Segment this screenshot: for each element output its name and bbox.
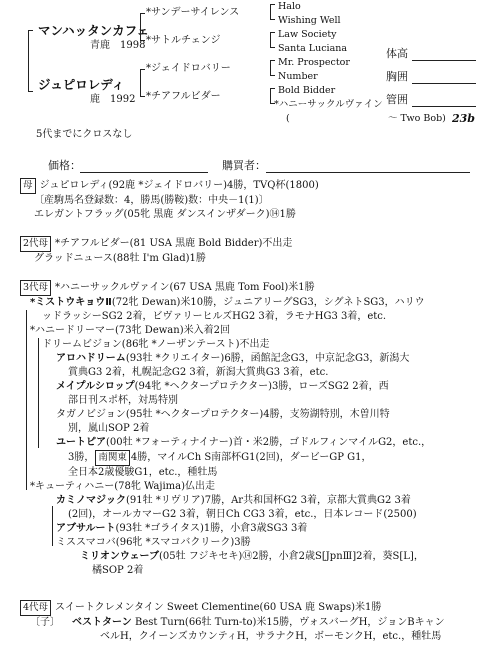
field-line [412, 106, 476, 107]
g3-6: Number [278, 71, 318, 82]
g3-2: Wishing Well [278, 15, 341, 26]
section-head: ジュピロレディ(92鹿 *ジェイドロバリー)4勝，TVQ杯(1800) [39, 180, 319, 191]
text-line: (2回)，オールカマーG2 3着，朝日Ch CG3 3着，etc.，日本レコード(2500) [68, 509, 417, 520]
pedigree-brace [28, 30, 33, 92]
section-head: *チアフルビダー(81 USA 黒鹿 Bold Bidder)不出走 [55, 238, 293, 249]
text-line: 4勝，マイルCh S南部杯G1(2回)，ダービーGP G1， [130, 452, 372, 463]
buyer-line[interactable] [266, 172, 470, 173]
horse-name: ミリオンウェーブ [80, 551, 159, 562]
g3-paren-open: ( [286, 113, 290, 124]
g3-3: Law Society [278, 29, 337, 40]
text-line: (93牡 *クリエイター)6勝，函館記念G3，中京記念G3，新潟大 [125, 353, 410, 364]
text-line: (95牡 *ヘクタープロテクター)4勝，支笏湖特別，木曽川特 [125, 409, 390, 420]
horse-name: アブサルート [56, 523, 116, 534]
price-label: 価格： [48, 159, 81, 172]
pedigree-brace [270, 32, 275, 48]
g3-1: Halo [278, 1, 301, 12]
text-line: (93牡 *ゴライタス)1勝，小倉3歳SG3 3着 [115, 523, 308, 534]
section-tag: 4代母 [20, 600, 51, 616]
text-line: 〔産駒馬名登録数：4，勝馬(勝鞍)数：中央－1(1)〕 [34, 195, 269, 206]
field-height: 体高 [386, 47, 408, 60]
dam-info: 鹿 1992 [90, 94, 136, 105]
text-line: 全日本2歳優駿G1，etc.，種牡馬 [68, 467, 218, 478]
horse-name: メイプルシロップ [56, 381, 135, 392]
g3-paren-close: ～ Two Bob) [388, 113, 446, 124]
text-line: エレガントフラッグ(05牝 黒鹿 ダンスインザダーク)⑭1勝 [34, 209, 296, 220]
region-box: 南関東 [95, 450, 130, 466]
text-line: ドリームビジョン(86牝 *ノーザンテースト)不出走 [42, 339, 270, 350]
tree-line [52, 506, 53, 546]
tree-line [38, 338, 39, 448]
section-tag: 3代母 [20, 280, 51, 296]
field-cannon: 管囲 [386, 93, 408, 106]
field-line [412, 60, 476, 61]
section-tag: 2代母 [20, 236, 51, 252]
horse-name: タガノビジョン [56, 409, 126, 420]
pedigree-brace [140, 13, 145, 41]
text-line: (05牡 フジキセキ)⑭2勝，小倉2歳S[JpnⅢ]2着，葵S[L]， [159, 551, 424, 562]
index-number: 23b [452, 112, 475, 125]
section-3rd-dam [20, 280, 490, 578]
g3-4: Santa Luciana [278, 43, 348, 54]
sire-name: マンハッタンカフェ [38, 23, 150, 38]
text-line: 別，嵐山SOP 2着 [68, 423, 150, 434]
section-2nd-dam [20, 236, 490, 266]
text-line: ッドラッシーSG2 2着，ビヴァリーヒルズHG2 3着，ラモナHG3 3着，etc. [42, 311, 387, 322]
text-line: *キューティハニー(78牝 Wajima)仏出走 [30, 481, 216, 492]
offspring-label: 〔子〕 [30, 617, 60, 628]
section-tag: 母 [20, 178, 36, 194]
text-line: (00牡 *フォーティナイナー)首・米2勝，ゴドルフィンマイルG2，etc.， [106, 437, 432, 448]
section-dam [20, 178, 490, 222]
pedigree-brace [270, 60, 275, 76]
text-line: 橘SOP 2着 [92, 565, 144, 576]
field-chest: 胸囲 [386, 70, 408, 83]
cross-note: 5代までにクロスなし [36, 129, 133, 140]
g3-8: *ハニーサックルヴァイン [274, 99, 383, 110]
buyer-label: 購買者： [222, 159, 266, 172]
dam-name: ジュピロレディ [38, 77, 125, 92]
text-line: 部日刊スポ杯，対馬特別 [68, 395, 178, 406]
text-line: ミススマコバ(96牝 *スマコバクリーク)3勝 [56, 537, 251, 548]
horse-name: カミノマジック [56, 495, 126, 506]
text-line: *ハニードリーマー(73牝 Dewan)米入着2回 [30, 325, 230, 336]
text-line: Best Turn(66牡 Turn-to)米15勝，ヴォスバーグH，ジョンBキャン [131, 617, 445, 628]
g3-7: Bold Bidder [278, 85, 336, 96]
text-line: ベルH，クイーンズカウンティH，サラナクH，ボーモンクH，etc.，種牡馬 [100, 631, 442, 642]
field-line [412, 83, 476, 84]
text-line: (94牝 *ヘクタープロテクター)3勝，ローズSG2 2着，西 [134, 381, 389, 392]
pedigree-brace [140, 69, 145, 97]
section-head: スイートクレメンタイン Sweet Clementine(60 USA 鹿 Swaps)米1勝 [55, 602, 382, 613]
text-line: 3勝， [68, 452, 95, 463]
g2-3: *ジェイドロバリー [146, 63, 231, 74]
section-4th-dam [20, 600, 490, 644]
section-head: *ハニーサックルヴァイン(67 USA 黒鹿 Tom Fool)米1勝 [55, 282, 315, 293]
horse-name: *ミストウキョウⅡ [30, 297, 112, 308]
text-line: 賞典G3 2着，札幌記念G2 3着，新潟大賞典G3 3着，etc. [68, 367, 329, 378]
g2-2: *サトルチェンジ [146, 35, 221, 46]
price-line[interactable] [80, 172, 208, 173]
text-line: グラッドニュース(88牡 I'm Glad)1勝 [34, 253, 206, 264]
sire-info: 青鹿 1998 [90, 40, 146, 51]
horse-name: アロハドリーム [56, 353, 126, 364]
text-line: (91牡 *リヴリア)7勝，Ar共和国杯G2 3着，京都大賞典G2 3着 [126, 495, 411, 506]
horse-name: ユートピア [56, 437, 106, 448]
pedigree-brace [270, 4, 275, 20]
g3-5: Mr. Prospector [278, 57, 350, 68]
g2-4: *チアフルビダー [146, 91, 221, 102]
text-line: (72牝 Dewan)米10勝，ジュニアリーグSG3，シグネトSG3，ハリウ [111, 297, 425, 308]
tree-line [26, 310, 27, 490]
g2-1: *サンデーサイレンス [146, 7, 240, 18]
horse-name: ベストターン [72, 617, 132, 628]
